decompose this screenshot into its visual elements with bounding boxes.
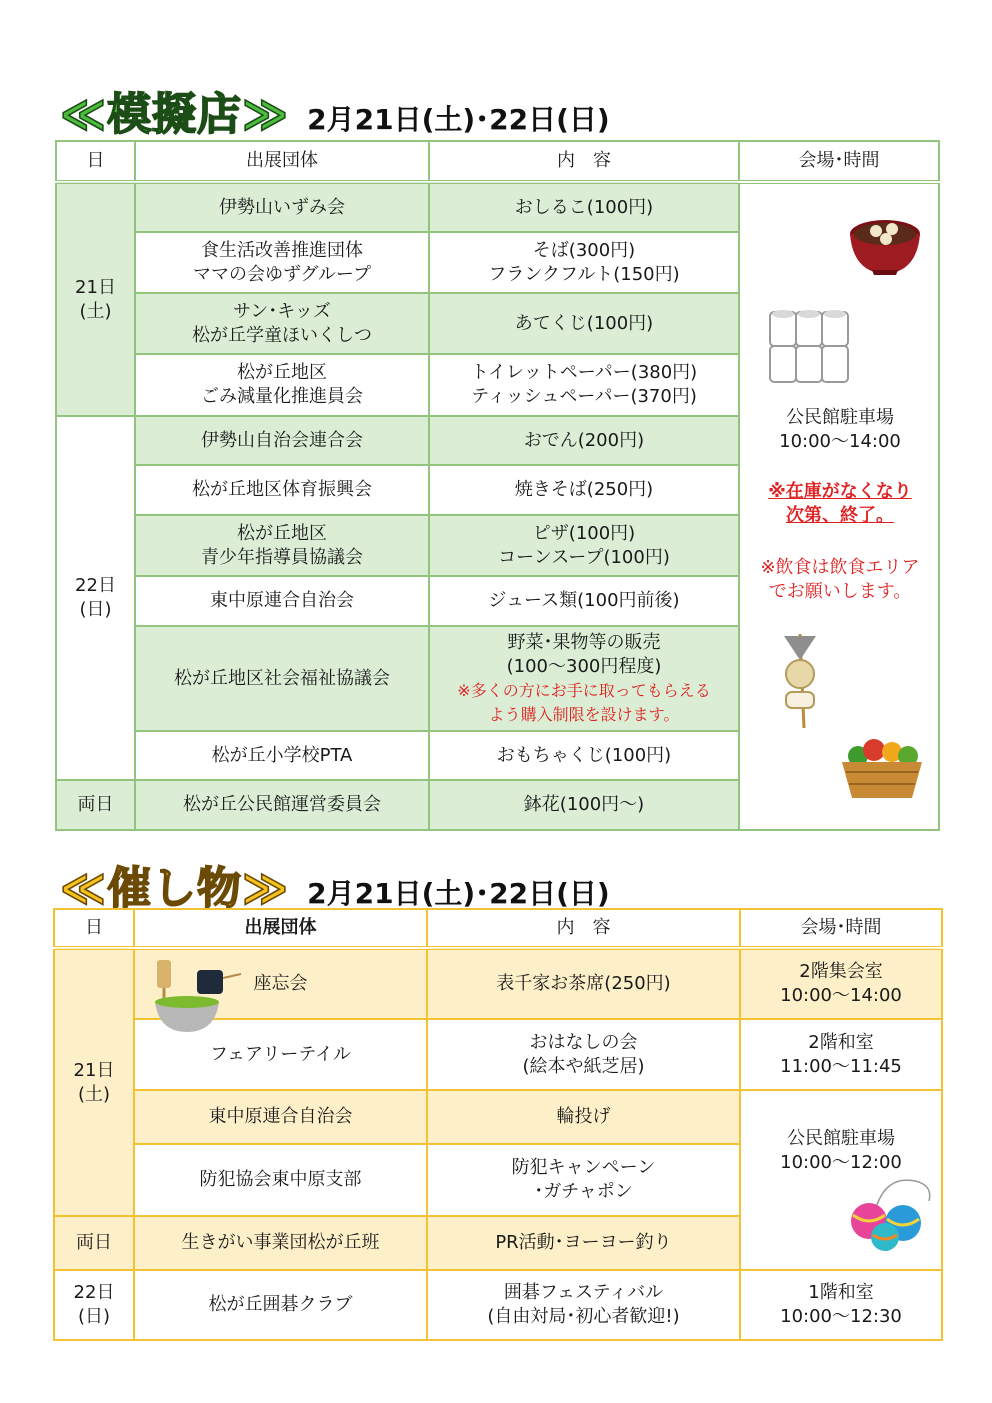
content-cell: そば(300円) フランクフルト(150円) [429, 232, 739, 293]
content-cell: おもちゃくじ(100円) [429, 731, 739, 780]
content-cell: ピザ(100円) コーンスープ(100円) [429, 515, 739, 576]
oshiruko-bowl-icon [848, 212, 922, 276]
header-day: 日 [54, 909, 134, 948]
group-cell: 伊勢山いずみ会 [135, 182, 429, 232]
group-cell: 生きがい事業団松が丘班 [134, 1216, 427, 1270]
header-group: 出展団体 [135, 141, 429, 182]
section-title-stalls [60, 78, 610, 142]
content-cell: PR活動･ヨーヨー釣り [427, 1216, 740, 1270]
water-balloon-yoyo-icon [845, 1171, 939, 1253]
content-cell: 表千家お茶席(250円) [427, 948, 740, 1019]
content-cell: おでん(200円) [429, 416, 739, 465]
content-cell: おはなしの会 (絵本や紙芝居) [427, 1019, 740, 1090]
content-cell: あてくじ(100円) [429, 293, 739, 354]
group-cell: 東中原連合自治会 [134, 1090, 427, 1144]
content-text: 野菜･果物等の販売 (100～300円程度) [506, 631, 662, 677]
content-cell: ジュース類(100円前後) [429, 576, 739, 626]
day-cell-both: 両日 [54, 1216, 134, 1270]
stalls-header-row [56, 141, 939, 182]
content-cell: 焼きそば(250円) [429, 465, 739, 515]
header-venue: 会場･時間 [740, 909, 942, 948]
group-cell: 東中原連合自治会 [135, 576, 429, 626]
day-cell-both: 両日 [56, 780, 135, 830]
group-cell: 松が丘囲碁クラブ [134, 1270, 427, 1340]
vegetable-basket-icon [838, 732, 926, 802]
events-table [53, 908, 943, 1341]
venue-cell [739, 182, 939, 830]
day-cell-22: 22日 (日) [54, 1270, 134, 1340]
table-row [54, 948, 942, 1019]
header-content: 内 容 [429, 141, 739, 182]
content-cell: トイレットペーパー(380円) ティッシュペーパー(370円) [429, 354, 739, 416]
events-heading: ≪催し物≫ [60, 863, 290, 914]
content-cell: 防犯キャンペーン ･ガチャポン [427, 1144, 740, 1216]
content-cell [429, 626, 739, 731]
group-cell: 松が丘地区社会福祉協議会 [135, 626, 429, 731]
venue-cell: 2階集会室 10:00～14:00 [740, 948, 942, 1019]
day-cell-21: 21日 (土) [56, 182, 135, 416]
tea-ceremony-icon [147, 956, 243, 1036]
table-row [54, 1270, 942, 1340]
group-cell: サン･キッズ 松が丘学童ほいくしつ [135, 293, 429, 354]
group-cell: 松が丘公民館運営委員会 [135, 780, 429, 830]
group-cell: 食生活改善推進団体 ママの会ゆずグループ [135, 232, 429, 293]
stock-notice: ※在庫がなくなり 次第、終了。 [768, 481, 912, 526]
stalls-table [55, 140, 940, 831]
header-venue: 会場･時間 [739, 141, 939, 182]
events-date: 2月21日(土)･22日(日) [307, 877, 610, 910]
toilet-paper-icon [766, 306, 852, 388]
table-row [56, 182, 939, 232]
group-cell: 松が丘地区 青少年指導員協議会 [135, 515, 429, 576]
header-content: 内 容 [427, 909, 740, 948]
stalls-heading: ≪模擬店≫ [60, 89, 290, 140]
day-cell-21: 21日 (土) [54, 948, 134, 1216]
group-cell [134, 948, 427, 1019]
group-cell: フェアリーテイル [134, 1019, 427, 1090]
group-cell: 防犯協会東中原支部 [134, 1144, 427, 1216]
events-header-row [54, 909, 942, 948]
oden-skewer-icon [770, 630, 830, 730]
table-row [54, 1090, 942, 1144]
eating-area-notice: ※飲食は飲食エリア でお願いします。 [760, 557, 920, 602]
purchase-limit-note: ※多くの方にお手に取ってもらえる よう購入制限を設けます。 [457, 680, 711, 724]
venue-cell: 2階和室 11:00～11:45 [740, 1019, 942, 1090]
group-cell: 松が丘地区 ごみ減量化推進員会 [135, 354, 429, 416]
group-cell: 松が丘小学校PTA [135, 731, 429, 780]
group-text: 座忘会 [253, 973, 308, 994]
venue-text: 公民館駐車場 10:00～14:00 [779, 407, 901, 452]
shared-venue-text: 公民館駐車場 10:00～12:00 [780, 1128, 902, 1173]
content-cell: おしるこ(100円) [429, 182, 739, 232]
header-group: 出展団体 [134, 909, 427, 948]
content-cell: 輪投げ [427, 1090, 740, 1144]
content-cell: 鉢花(100円～) [429, 780, 739, 830]
stalls-date: 2月21日(土)･22日(日) [307, 103, 610, 136]
shared-venue-cell [740, 1090, 942, 1270]
group-cell: 松が丘地区体育振興会 [135, 465, 429, 515]
group-cell: 伊勢山自治会連合会 [135, 416, 429, 465]
content-cell: 囲碁フェスティバル (自由対局･初心者歓迎!) [427, 1270, 740, 1340]
venue-cell: 1階和室 10:00～12:30 [740, 1270, 942, 1340]
section-title-events [60, 852, 610, 916]
day-cell-22: 22日 (日) [56, 416, 135, 780]
header-day: 日 [56, 141, 135, 182]
